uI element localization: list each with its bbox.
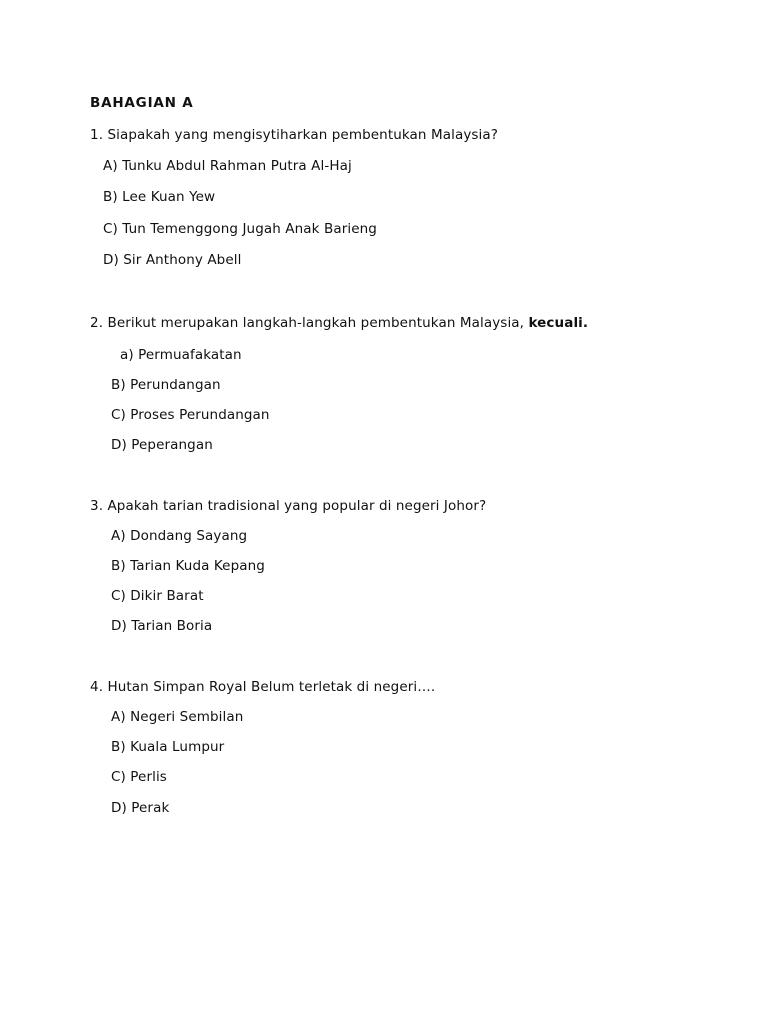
question-3-option-c: C) Dikir Barat [111,588,204,604]
question-2-option-a: a) Permuafakatan [120,347,242,363]
question-1-text: 1. Siapakah yang mengisytiharkan pembentukan Malaysia? [90,127,499,143]
question-3-text: 3. Apakah tarian tradisional yang popular di negeri Johor? [90,498,487,514]
question-2-option-c: C) Proses Perundangan [111,407,270,423]
question-2-emphasis: kecuali. [528,315,589,331]
question-2 [90,314,588,332]
question-4-option-c: C) Perlis [111,769,167,785]
question-1-option-c: C) Tun Temenggong Jugah Anak Barieng [103,221,377,237]
question-2-text: 2. Berikut merupakan langkah-langkah pembentukan Malaysia, [90,315,529,331]
question-2-option-d: D) Peperangan [111,437,213,453]
question-2-option-b: B) Perundangan [111,377,221,393]
question-4-option-a: A) Negeri Sembilan [111,709,244,725]
question-1-option-a: A) Tunku Abdul Rahman Putra Al-Haj [103,158,352,174]
question-4-option-d: D) Perak [111,800,170,816]
question-4-option-b: B) Kuala Lumpur [111,739,225,755]
question-1-option-b: B) Lee Kuan Yew [103,189,216,205]
question-3-option-b: B) Tarian Kuda Kepang [111,558,265,574]
question-3-option-d: D) Tarian Boria [111,618,213,634]
question-1-option-d: D) Sir Anthony Abell [103,252,242,268]
question-4-text: 4. Hutan Simpan Royal Belum terletak di negeri…. [90,679,436,695]
question-3-option-a: A) Dondang Sayang [111,528,248,544]
section-title: BAHAGIAN A [90,95,194,111]
